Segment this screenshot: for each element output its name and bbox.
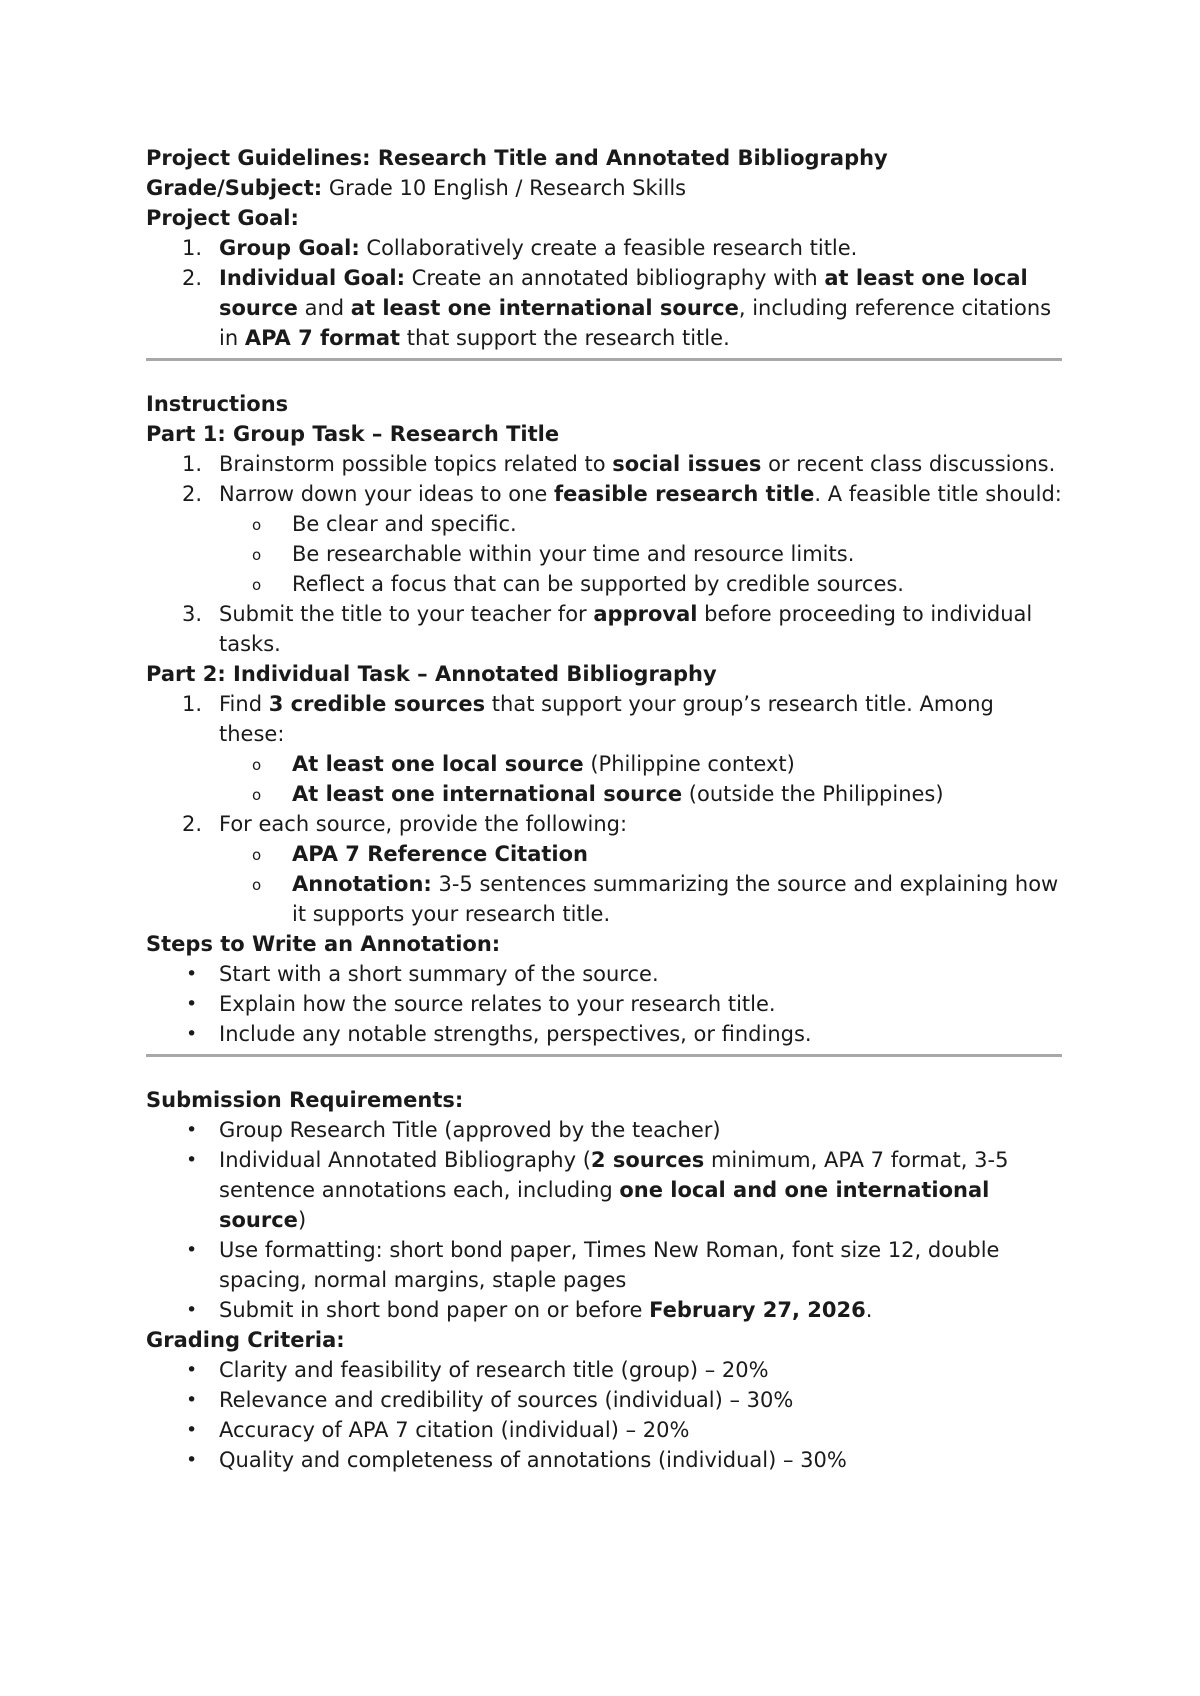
text: and	[297, 296, 351, 320]
bold-text: At least one international source	[292, 782, 683, 806]
bold-text: At least one local source	[292, 752, 584, 776]
bold-text: February 27, 2026	[649, 1298, 866, 1322]
item-number: 2.	[182, 482, 203, 506]
bullet-icon: •	[186, 963, 198, 985]
bold-text: approval	[593, 602, 698, 626]
circle-bullet-icon: o	[252, 786, 262, 804]
sub-item	[146, 509, 1062, 539]
steps-heading: Steps to Write an Annotation:	[146, 932, 501, 956]
sub-item	[146, 539, 1062, 569]
item-number: 1.	[182, 452, 203, 476]
text: )	[297, 1208, 307, 1232]
submission-list	[146, 1115, 1062, 1325]
bullet-item	[146, 1295, 1062, 1325]
bullet-item	[146, 1385, 1062, 1415]
bullet-item	[146, 1415, 1062, 1445]
circle-bullet-icon: o	[252, 756, 262, 774]
bold-text: Individual Goal:	[219, 266, 405, 290]
sub-item	[146, 749, 1062, 779]
circle-bullet-icon: o	[252, 846, 262, 864]
text: Accuracy of APA 7 citation (individual) – 20%	[219, 1418, 690, 1442]
item-number: 3.	[182, 602, 203, 626]
text: before proceeding to individual tasks.	[219, 602, 1033, 656]
text: Submit in short bond paper on or before	[219, 1298, 650, 1322]
text: that support the research title.	[400, 326, 730, 350]
item-number: 1.	[182, 692, 203, 716]
numbered-item	[146, 263, 1062, 353]
bullet-icon: •	[186, 1149, 198, 1171]
sub-item	[146, 779, 1062, 809]
text: (Philippine context)	[583, 752, 795, 776]
text: Use formatting: short bond paper, Times New Roman, font size 12, double spacing, normal margins, staple pages	[219, 1238, 1000, 1292]
text: Create an annotated bibliography with	[404, 266, 825, 290]
item-text	[219, 266, 1051, 350]
item-text	[219, 812, 627, 836]
document-title: Project Guidelines: Research Title and Annotated Bibliography	[146, 146, 888, 170]
grading-heading: Grading Criteria:	[146, 1328, 345, 1352]
bullet-item	[146, 1115, 1062, 1145]
text: Start with a short summary of the source.	[219, 962, 659, 986]
numbered-item	[146, 689, 1062, 749]
numbered-item	[146, 233, 1062, 263]
item-text	[219, 452, 1055, 476]
sub-item	[146, 569, 1062, 599]
text: or recent class discussions.	[761, 452, 1056, 476]
bold-text: APA 7 Reference Citation	[292, 842, 588, 866]
bold-text: 2 sources	[590, 1148, 705, 1172]
numbered-item	[146, 479, 1062, 509]
bold-text: 3 credible sources	[268, 692, 486, 716]
circle-bullet-icon: o	[252, 516, 262, 534]
bullet-icon: •	[186, 1023, 198, 1045]
text: Reflect a focus that can be supported by credible sources.	[292, 572, 904, 596]
circle-bullet-icon: o	[252, 546, 262, 564]
goal-heading: Project Goal:	[146, 206, 299, 230]
text: Collaboratively create a feasible research title.	[359, 236, 858, 260]
text: (outside the Philippines)	[682, 782, 944, 806]
numbered-item	[146, 809, 1062, 839]
item-text	[219, 236, 857, 260]
text: Include any notable strengths, perspectives, or findings.	[219, 1022, 812, 1046]
bold-text: social issues	[612, 452, 762, 476]
item-number: 2.	[182, 266, 203, 290]
bold-text: one local and one international source	[219, 1178, 990, 1232]
submission-heading: Submission Requirements:	[146, 1088, 464, 1112]
part2-heading: Part 2: Individual Task – Annotated Bibliography	[146, 662, 717, 686]
text: Submit the title to your teacher for	[219, 602, 594, 626]
bullet-icon: •	[186, 1419, 198, 1441]
text: For each source, provide the following:	[219, 812, 628, 836]
bullet-icon: •	[186, 1389, 198, 1411]
bold-text: APA 7 format	[244, 326, 401, 350]
steps-list	[146, 959, 1062, 1049]
text: .	[865, 1298, 873, 1322]
text: Clarity and feasibility of research title (group) – 20%	[219, 1358, 769, 1382]
bullet-icon: •	[186, 993, 198, 1015]
goal-list	[146, 233, 1062, 353]
circle-bullet-icon: o	[252, 876, 262, 894]
numbered-item	[146, 599, 1062, 659]
text: Find	[219, 692, 269, 716]
text: 3-5 sentences summarizing the source and explaining how it supports your research title.	[292, 872, 1059, 926]
text: Narrow down your ideas to one	[219, 482, 555, 506]
bullet-item	[146, 1445, 1062, 1475]
part2-list	[146, 689, 1062, 929]
bullet-item	[146, 989, 1062, 1019]
text: Brainstorm possible topics related to	[219, 452, 613, 476]
text: minimum, APA 7 format, 3-5 sentence annotations each, including	[219, 1148, 1009, 1202]
item-number: 1.	[182, 236, 203, 260]
bold-text: at least one international source	[350, 296, 739, 320]
numbered-item	[146, 449, 1062, 479]
bullet-icon: •	[186, 1449, 198, 1471]
bullet-icon: •	[186, 1359, 198, 1381]
item-text	[219, 602, 1032, 656]
bold-text: at least one local source	[219, 266, 1028, 320]
bold-text: feasible research title	[554, 482, 815, 506]
text: Group Research Title (approved by the teacher)	[219, 1118, 721, 1142]
text: that support your group’s research title. Among these:	[219, 692, 994, 746]
text: . A feasible title should:	[814, 482, 1062, 506]
bold-text: Annotation:	[292, 872, 432, 896]
item-text	[219, 482, 1062, 506]
circle-bullet-icon: o	[252, 576, 262, 594]
bullet-item	[146, 1355, 1062, 1385]
text: Be researchable within your time and resource limits.	[292, 542, 855, 566]
text: Be clear and specific.	[292, 512, 517, 536]
sub-item	[146, 839, 1062, 869]
item-number: 2.	[182, 812, 203, 836]
text: , including reference citations in	[219, 296, 1052, 350]
bold-text: Group Goal:	[219, 236, 360, 260]
item-text	[219, 692, 994, 746]
sub-item	[146, 869, 1062, 929]
bullet-item	[146, 1235, 1062, 1295]
grading-list	[146, 1355, 1062, 1475]
bullet-item	[146, 1019, 1062, 1049]
text: Explain how the source relates to your research title.	[219, 992, 776, 1016]
part1-list	[146, 449, 1062, 659]
text: Quality and completeness of annotations (individual) – 30%	[219, 1448, 847, 1472]
bullet-item	[146, 1145, 1062, 1235]
grade-subject-line: Grade/Subject: Grade 10 English / Research Skills	[146, 176, 687, 200]
bullet-item	[146, 959, 1062, 989]
bullet-icon: •	[186, 1119, 198, 1141]
text: Relevance and credibility of sources (individual) – 30%	[219, 1388, 794, 1412]
part1-heading: Part 1: Group Task – Research Title	[146, 422, 560, 446]
text: Individual Annotated Bibliography (	[219, 1148, 591, 1172]
instructions-heading: Instructions	[146, 392, 289, 416]
bullet-icon: •	[186, 1299, 198, 1321]
bullet-icon: •	[186, 1239, 198, 1261]
